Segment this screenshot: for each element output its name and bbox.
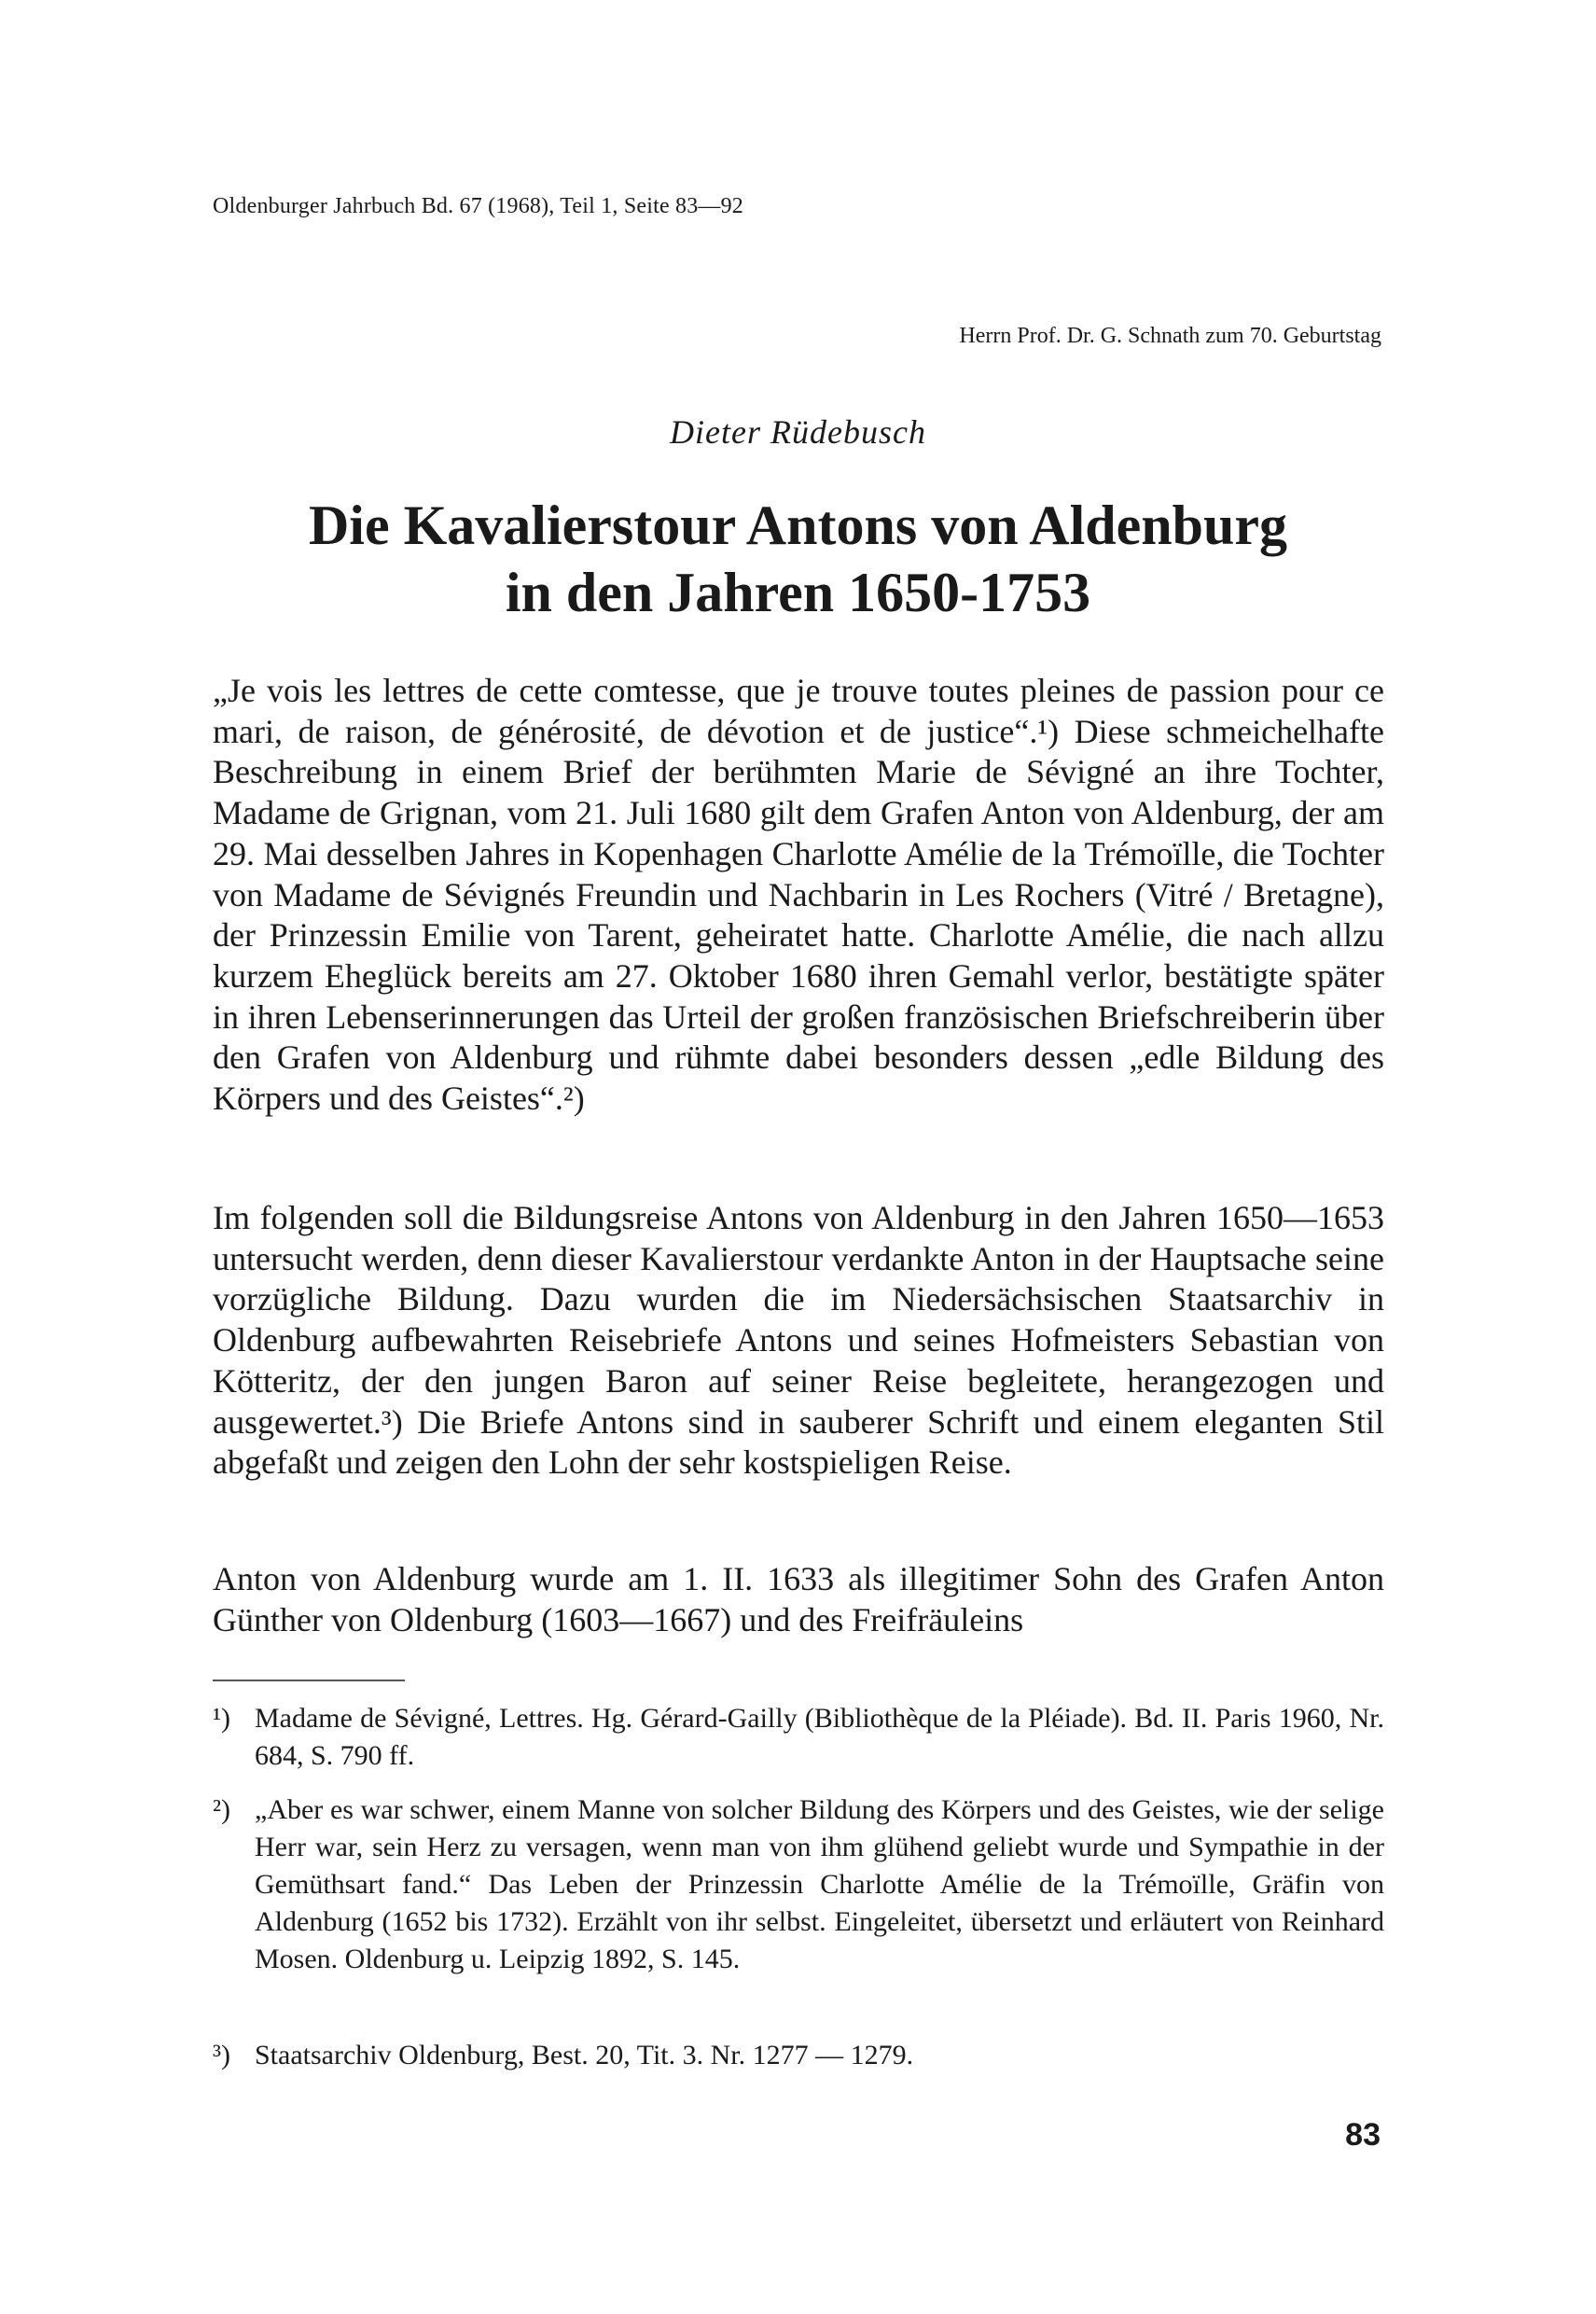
page-number: 83: [1345, 2117, 1381, 2153]
footnote-marker: ³): [213, 2040, 230, 2070]
footnote-text: Madame de Sévigné, Lettres. Hg. Gérard-Gailly (Bibliothèque de la Pléiade). Bd. II. Paris 1960, Nr. 684, S. 790 ff.: [255, 1703, 1384, 1771]
footnote-2: [213, 1791, 1384, 1978]
footnote-marker: ¹): [213, 1703, 230, 1734]
title-line-2: in den Jahren 1650-1753: [505, 562, 1091, 623]
footnote-3: [213, 2037, 1384, 2074]
body-paragraph-3: Anton von Aldenburg wurde am 1. II. 1633 als illegitimer Sohn des Grafen Anton Günther von Oldenburg (1603—1667) und des Freifräuleins: [213, 1560, 1384, 1638]
footnote-1: [213, 1700, 1384, 1775]
footnote-text: Staatsarchiv Oldenburg, Best. 20, Tit. 3. Nr. 1277 — 1279.: [255, 2040, 914, 2070]
article-title: [0, 492, 1596, 626]
journal-citation: Oldenburger Jahrbuch Bd. 67 (1968), Teil 1, Seite 83—92: [213, 194, 744, 218]
body-paragraph-2: Im folgenden soll die Bildungsreise Antons von Aldenburg in den Jahren 1650—1653 untersucht werden, denn dieser Kavalierstour verdankte Anton in der Hauptsache seine vorzügliche Bildung. Dazu wurden die im Niedersächsischen Staatsarchiv in Oldenburg aufbewahrten Reisebriefe Antons und seines Hofmeisters Sebastian von Kötteritz, der den jungen Baron auf seiner Reise begleitete, herangezogen und ausgewertet.³) Die Briefe Antons sind in sauberer Schrift und einem eleganten Stil abgefaßt und zeigen den Lohn der sehr kostspieligen Reise.: [213, 1199, 1384, 1482]
title-line-1: Die Kavalierstour Antons von Aldenburg: [308, 495, 1288, 556]
author-name: Dieter Rüdebusch: [670, 413, 926, 451]
footnote-marker: ²): [213, 1794, 230, 1825]
footnote-separator: [213, 1680, 405, 1681]
footnote-text: „Aber es war schwer, einem Manne von solcher Bildung des Körpers und des Geistes, wie der selige Herr war, sein Herz zu versagen, wenn man von ihm glühend geliebt wurde und Sympathie in der Gemüthsart fand.“ Das Leben der Prinzessin Charlotte Amélie de la Trémoïlle, Gräfin von Aldenburg (1652 bis 1732). Erzählt von ihr selbst. Eingeleitet, übersetzt und erläutert von Reinhard Mosen. Oldenburg u. Leipzig 1892, S. 145.: [255, 1794, 1384, 1974]
body-paragraph-1: „Je vois les lettres de cette comtesse, que je trouve toutes pleines de passion pour ce mari, de raison, de générosité, de dévotion et de justice“.¹) Diese schmeichelhafte Beschreibung in einem Brief der berühmten Marie de Sévigné an ihre Tochter, Madame de Grignan, vom 21. Juli 1680 gilt dem Grafen Anton von Aldenburg, der am 29. Mai desselben Jahres in Kopenhagen Charlotte Amélie de la Trémoïlle, die Tochter von Madame de Sévignés Freundin und Nachbarin in Les Rochers (Vitré / Bretagne), der Prinzessin Emilie von Tarent, geheiratet hatte. Charlotte Amélie, die nach allzu kurzem Eheglück bereits am 27. Oktober 1680 ihren Gemahl verlor, bestätigte später in ihren Lebenserinnerungen das Urteil der großen französischen Briefschreiberin über den Grafen von Aldenburg und rühmte dabei besonders dessen „edle Bildung des Körpers und des Geistes“.²): [213, 672, 1384, 1118]
dedication: Herrn Prof. Dr. G. Schnath zum 70. Geburtstag: [959, 324, 1381, 348]
